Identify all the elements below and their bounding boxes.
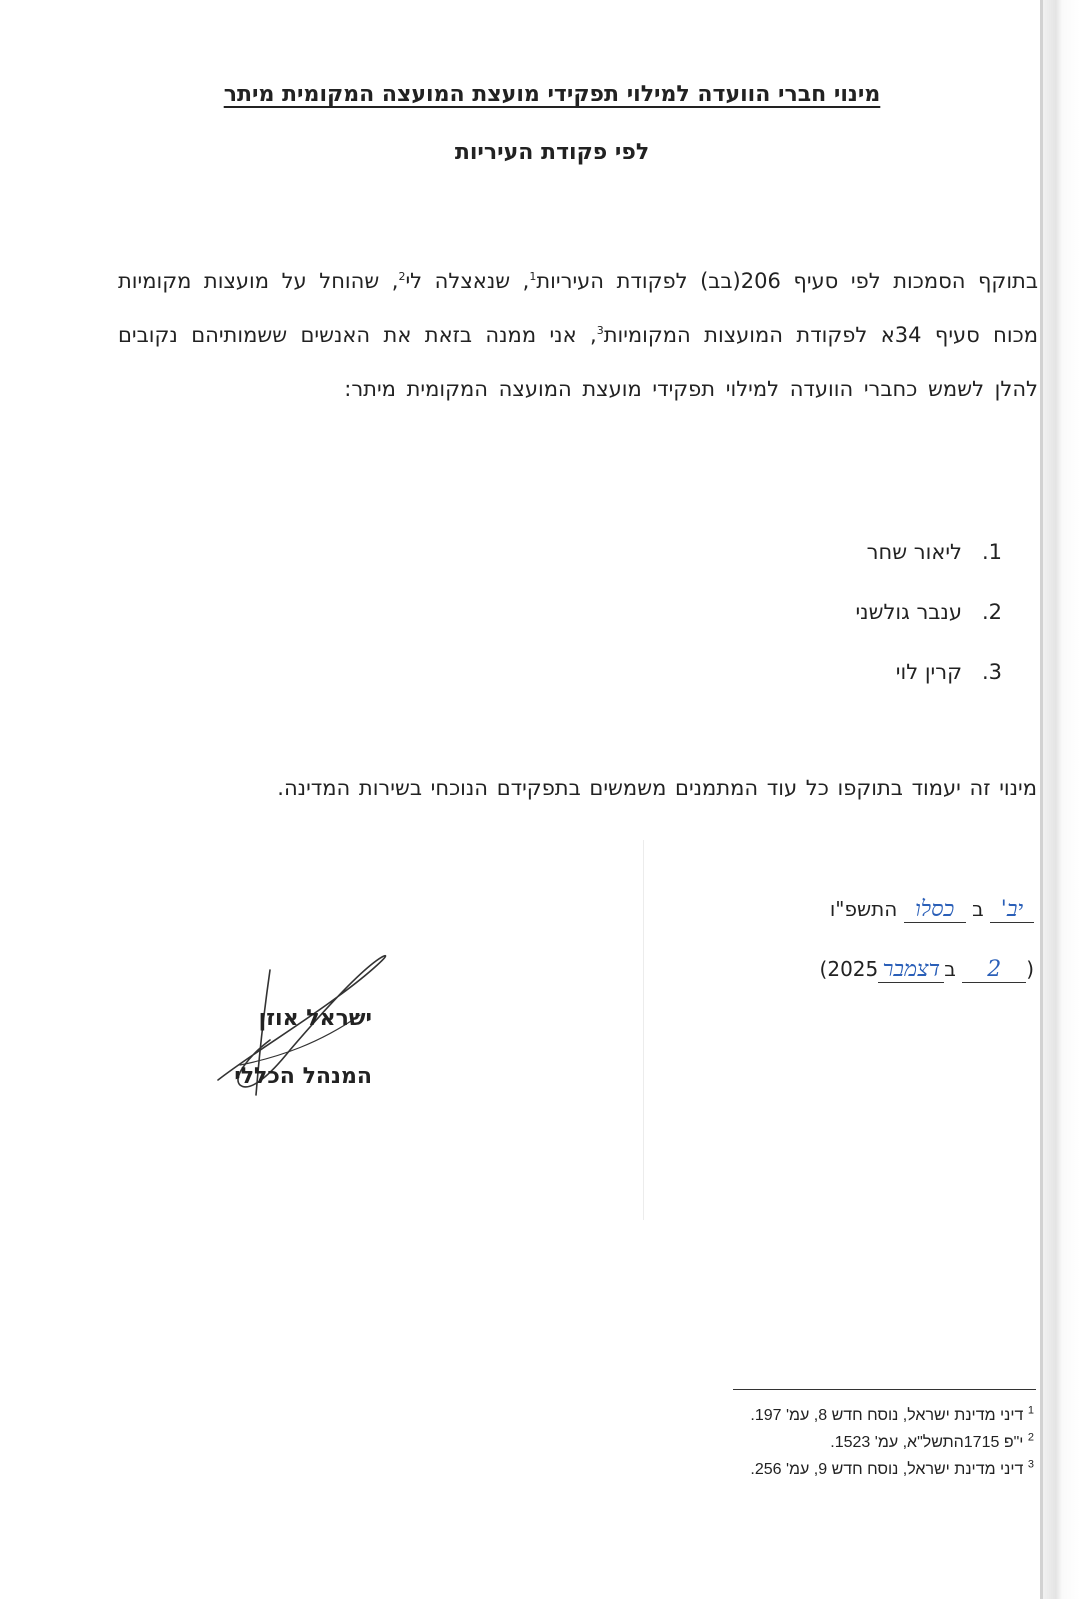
hebrew-date	[830, 896, 1034, 923]
member-name: ענבר גולשני	[855, 600, 962, 624]
signatory-title: המנהל הכללי	[234, 1064, 372, 1089]
footnote-ref-2: 2	[398, 270, 406, 283]
footnote-text: דיני מדינת ישראל, נוסח חדש 9, עמ' 256.	[750, 1461, 1024, 1478]
gregorian-date-month: דצמבר	[878, 956, 944, 983]
gregorian-date-day: 2	[962, 957, 1026, 983]
page-edge-shadow	[1040, 0, 1080, 1599]
gregorian-date-year: 2025)	[819, 957, 879, 981]
list-item	[702, 540, 1002, 600]
footnote-separator	[733, 1389, 1036, 1390]
footnote-ref-1: 1	[529, 270, 537, 283]
footnote-number: 3	[1027, 1458, 1034, 1471]
list-item	[702, 660, 1002, 720]
hebrew-date-prefix: ב	[972, 897, 984, 921]
appointment-paragraph	[118, 254, 1038, 416]
list-item	[702, 600, 1002, 660]
footnote-number: 2	[1027, 1431, 1034, 1444]
page-edge-line	[1040, 0, 1043, 1599]
gregorian-date-prefix: ב	[944, 957, 956, 981]
member-name: ליאור שחר	[866, 540, 962, 564]
footnotes	[614, 1402, 1034, 1483]
footnote-text: דיני מדינת ישראל, נוסח חדש 8, עמ' 197.	[750, 1407, 1024, 1424]
list-number: 2.	[981, 600, 1002, 624]
hebrew-date-year: התשפ"ו	[829, 897, 898, 921]
paragraph-text: בתוקף הסמכות לפי סעיף 206(בב) לפקודת העיריות	[536, 269, 1038, 293]
footnote-text: י"פ 1715התשל"א, עמ' 1523.	[830, 1434, 1024, 1451]
validity-statement: מינוי זה יעמוד בתוקפו כל עוד המתמנים משמשים בתפקידם הנוכחי בשירות המדינה.	[277, 776, 1037, 800]
footnote	[614, 1402, 1034, 1429]
footnote-ref-3: 3	[596, 324, 604, 337]
list-number: 1.	[981, 540, 1002, 564]
paragraph-text: , שהוחל על מועצות מקומיות מכוח סעיף 34א לפקודת המועצות המקומיות	[118, 269, 1038, 347]
hebrew-date-month: כסלו	[904, 896, 966, 923]
hebrew-date-day: יב'	[990, 896, 1034, 923]
document-subtitle: לפי פקודת העיריות	[454, 140, 650, 165]
scan-fold-line	[643, 840, 644, 1220]
date-paren: (	[1026, 957, 1034, 981]
document-title: מינוי חברי הוועדה למילוי תפקידי מועצת המועצה המקומית מיתר	[223, 82, 881, 107]
list-number: 3.	[981, 660, 1002, 684]
footnote	[614, 1456, 1034, 1483]
member-name: קרין לוי	[895, 660, 962, 684]
members-list	[702, 540, 1002, 720]
gregorian-date	[820, 956, 1034, 983]
footnote-number: 1	[1027, 1404, 1034, 1417]
signatory-name: ישראל אוזן	[258, 1006, 372, 1031]
paragraph-text: , אני ממנה בזאת את האנשים ששמותיהם נקובים להלן לשמש כחברי הוועדה למילוי תפקידי מועצת המועצה המקומית מיתר:	[118, 323, 1038, 401]
footnote	[614, 1429, 1034, 1456]
paragraph-text: , שנאצלה לי	[405, 269, 530, 293]
